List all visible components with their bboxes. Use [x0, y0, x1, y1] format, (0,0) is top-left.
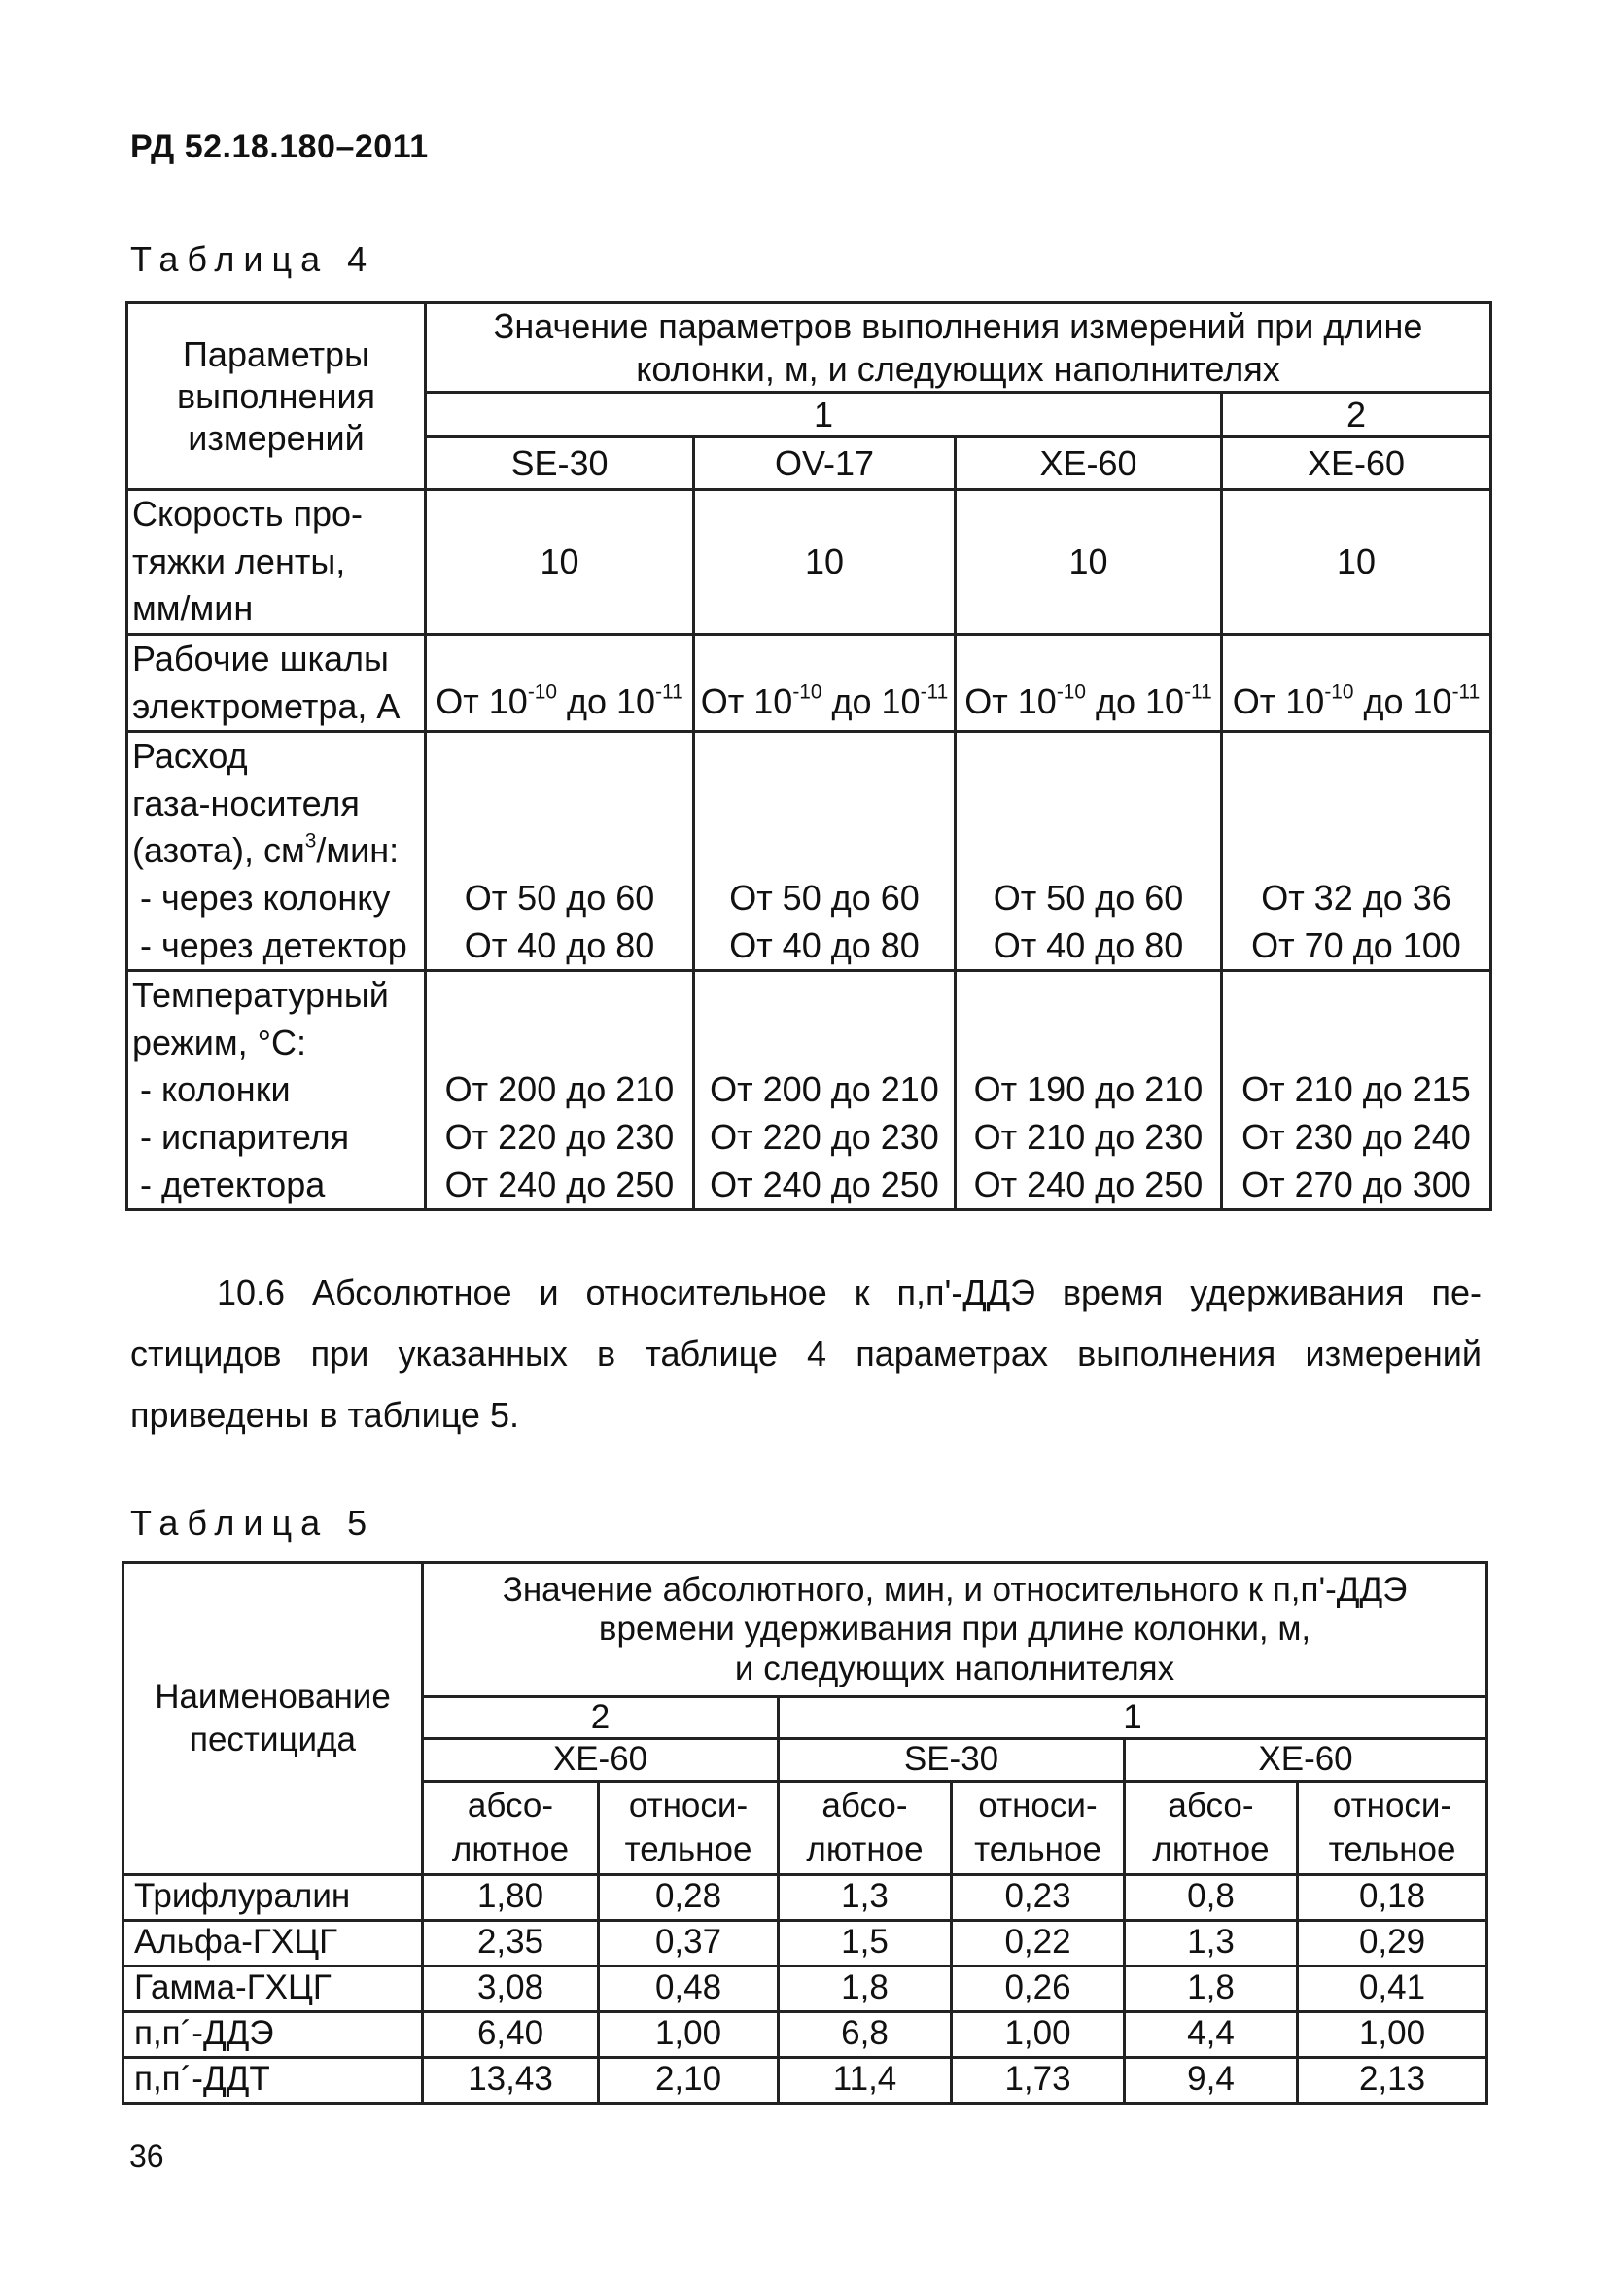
- table4-cell: От $10^{-10}$ до $10^{-11}$: [956, 634, 1222, 731]
- table4-cell: 10: [426, 490, 694, 635]
- table4-cell: От 50 до 60 От 40 до 80: [426, 732, 694, 971]
- table4-row-scales: [127, 634, 1491, 731]
- table5-cell: 9,4: [1125, 2057, 1298, 2103]
- table5-cell: 1,3: [1125, 1920, 1298, 1966]
- table4-length-1: 1: [426, 393, 1222, 437]
- table-row: [123, 1966, 1487, 2011]
- table4-cell: 10: [1222, 490, 1491, 635]
- table5-cell: 0,23: [952, 1874, 1125, 1920]
- table4-cell: От 32 до 36 От 70 до 100: [1222, 732, 1491, 971]
- table5-cell: 2,10: [599, 2057, 779, 2103]
- table5-filler: XE-60: [1125, 1739, 1487, 1781]
- table5-cell: 3,08: [423, 1966, 599, 2011]
- table4-filler: SE-30: [426, 437, 694, 490]
- table-row: [123, 1874, 1487, 1920]
- table4-filler: XE-60: [1222, 437, 1491, 490]
- table4-row-gas: [127, 732, 1491, 971]
- table5-cell: 0,41: [1298, 1966, 1487, 2011]
- table5-cell: 1,5: [779, 1920, 952, 1966]
- table5-cell: 1,8: [779, 1966, 952, 2011]
- table4-group-header: Значение параметров выполнения измерений при длине колонки, м, и следующих наполнителях: [426, 303, 1491, 393]
- row-label: Скорость про- тяжки ленты, мм/мин: [127, 490, 426, 635]
- table5-filler: SE-30: [779, 1739, 1125, 1781]
- table4-param-header: Параметры выполнения измерений: [127, 303, 426, 490]
- table5-cell: 0,26: [952, 1966, 1125, 2011]
- table4-filler: XE-60: [956, 437, 1222, 490]
- table5-abs-header: абсо- лютное: [423, 1781, 599, 1874]
- table5-cell: 1,80: [423, 1874, 599, 1920]
- table5-length-1: 1: [779, 1697, 1487, 1739]
- row-label: Рабочие шкалы электрометра, А: [127, 634, 426, 731]
- table5-cell: 0,48: [599, 1966, 779, 2011]
- table5-cell: 2,35: [423, 1920, 599, 1966]
- table5-cell: 0,37: [599, 1920, 779, 1966]
- table5-cell: 0,18: [1298, 1874, 1487, 1920]
- table4-cell: 10: [956, 490, 1222, 635]
- table4-cell: От $10^{-10}$ до $10^{-11}$: [694, 634, 956, 731]
- pesticide-name: Трифлуралин: [123, 1874, 423, 1920]
- document-code: РД 52.18.180–2011: [130, 128, 429, 165]
- table-row: [123, 1920, 1487, 1966]
- table5-cell: 1,8: [1125, 1966, 1298, 2011]
- table5-cell: 1,00: [1298, 2011, 1487, 2057]
- table-row: [123, 2011, 1487, 2057]
- table5-cell: 1,00: [952, 2011, 1125, 2057]
- table5-abs-header: абсо- лютное: [779, 1781, 952, 1874]
- pesticide-name: п,п´-ДДТ: [123, 2057, 423, 2103]
- table4-cell: От 50 до 60 От 40 до 80: [694, 732, 956, 971]
- table5-cell: 6,40: [423, 2011, 599, 2057]
- table5-cell: 1,00: [599, 2011, 779, 2057]
- table4-cell: От 200 до 210 От 220 до 230 От 240 до 250: [426, 971, 694, 1210]
- table4-cell: От $10^{-10}$ до $10^{-11}$: [1222, 634, 1491, 731]
- table5-cell: 1,73: [952, 2057, 1125, 2103]
- table5-cell: 0,22: [952, 1920, 1125, 1966]
- table5-cell: 0,28: [599, 1874, 779, 1920]
- pesticide-name: п,п´-ДДЭ: [123, 2011, 423, 2057]
- table4-caption: Таблица 4: [130, 239, 376, 279]
- table5-group-header: Значение абсолютного, мин, и относительного к п,п'-ДДЭ времени удерживания при длине колонки, м, и следующих наполнителях: [423, 1563, 1487, 1697]
- page-number: 36: [129, 2139, 164, 2174]
- row-label: Расход газа-носителя (азота), $см^3$/мин: - через колонку - через детектор: [127, 732, 426, 971]
- table4-cell: От $10^{-10}$ до $10^{-11}$: [426, 634, 694, 731]
- table5-abs-header: абсо- лютное: [1125, 1781, 1298, 1874]
- table4-row-temp: [127, 971, 1491, 1210]
- table5-cell: 0,8: [1125, 1874, 1298, 1920]
- table5-caption: Таблица 5: [130, 1503, 376, 1543]
- pesticide-name: Гамма-ГХЦГ: [123, 1966, 423, 2011]
- table5-cell: 13,43: [423, 2057, 599, 2103]
- table5-cell: 1,3: [779, 1874, 952, 1920]
- table5-cell: 2,13: [1298, 2057, 1487, 2103]
- table5-rel-header: относи- тельное: [1298, 1781, 1487, 1874]
- table4-length-2: 2: [1222, 393, 1491, 437]
- table5-rel-header: относи- тельное: [599, 1781, 779, 1874]
- table5-cell: 11,4: [779, 2057, 952, 2103]
- table4-cell: От 50 до 60 От 40 до 80: [956, 732, 1222, 971]
- table4-cell: 10: [694, 490, 956, 635]
- table5-cell: 0,29: [1298, 1920, 1487, 1966]
- table5-filler: XE-60: [423, 1739, 779, 1781]
- row-label: Температурный режим, °С: - колонки - испарителя - детектора: [127, 971, 426, 1210]
- pesticide-name: Альфа-ГХЦГ: [123, 1920, 423, 1966]
- table4-filler: OV-17: [694, 437, 956, 490]
- table4-cell: От 210 до 215 От 230 до 240 От 270 до 300: [1222, 971, 1491, 1210]
- table4-row-speed: [127, 490, 1491, 635]
- table5-name-header: Наименование пестицида: [123, 1563, 423, 1875]
- table5: [122, 1561, 1488, 2105]
- table5-cell: 4,4: [1125, 2011, 1298, 2057]
- table4-cell: От 200 до 210 От 220 до 230 От 240 до 250: [694, 971, 956, 1210]
- table5-rel-header: относи- тельное: [952, 1781, 1125, 1874]
- table4-cell: От 190 до 210 От 210 до 230 От 240 до 250: [956, 971, 1222, 1210]
- table5-cell: 6,8: [779, 2011, 952, 2057]
- table4: [125, 301, 1492, 1211]
- paragraph-10-6: 10.6 Абсолютное и относительное к п,п'-ДДЭ время удерживания пе- стицидов при указанных в таблице 4 параметрах выполнения измерений приведены в таблице 5.: [130, 1272, 1482, 1435]
- table-row: [123, 2057, 1487, 2103]
- table5-length-2: 2: [423, 1697, 779, 1739]
